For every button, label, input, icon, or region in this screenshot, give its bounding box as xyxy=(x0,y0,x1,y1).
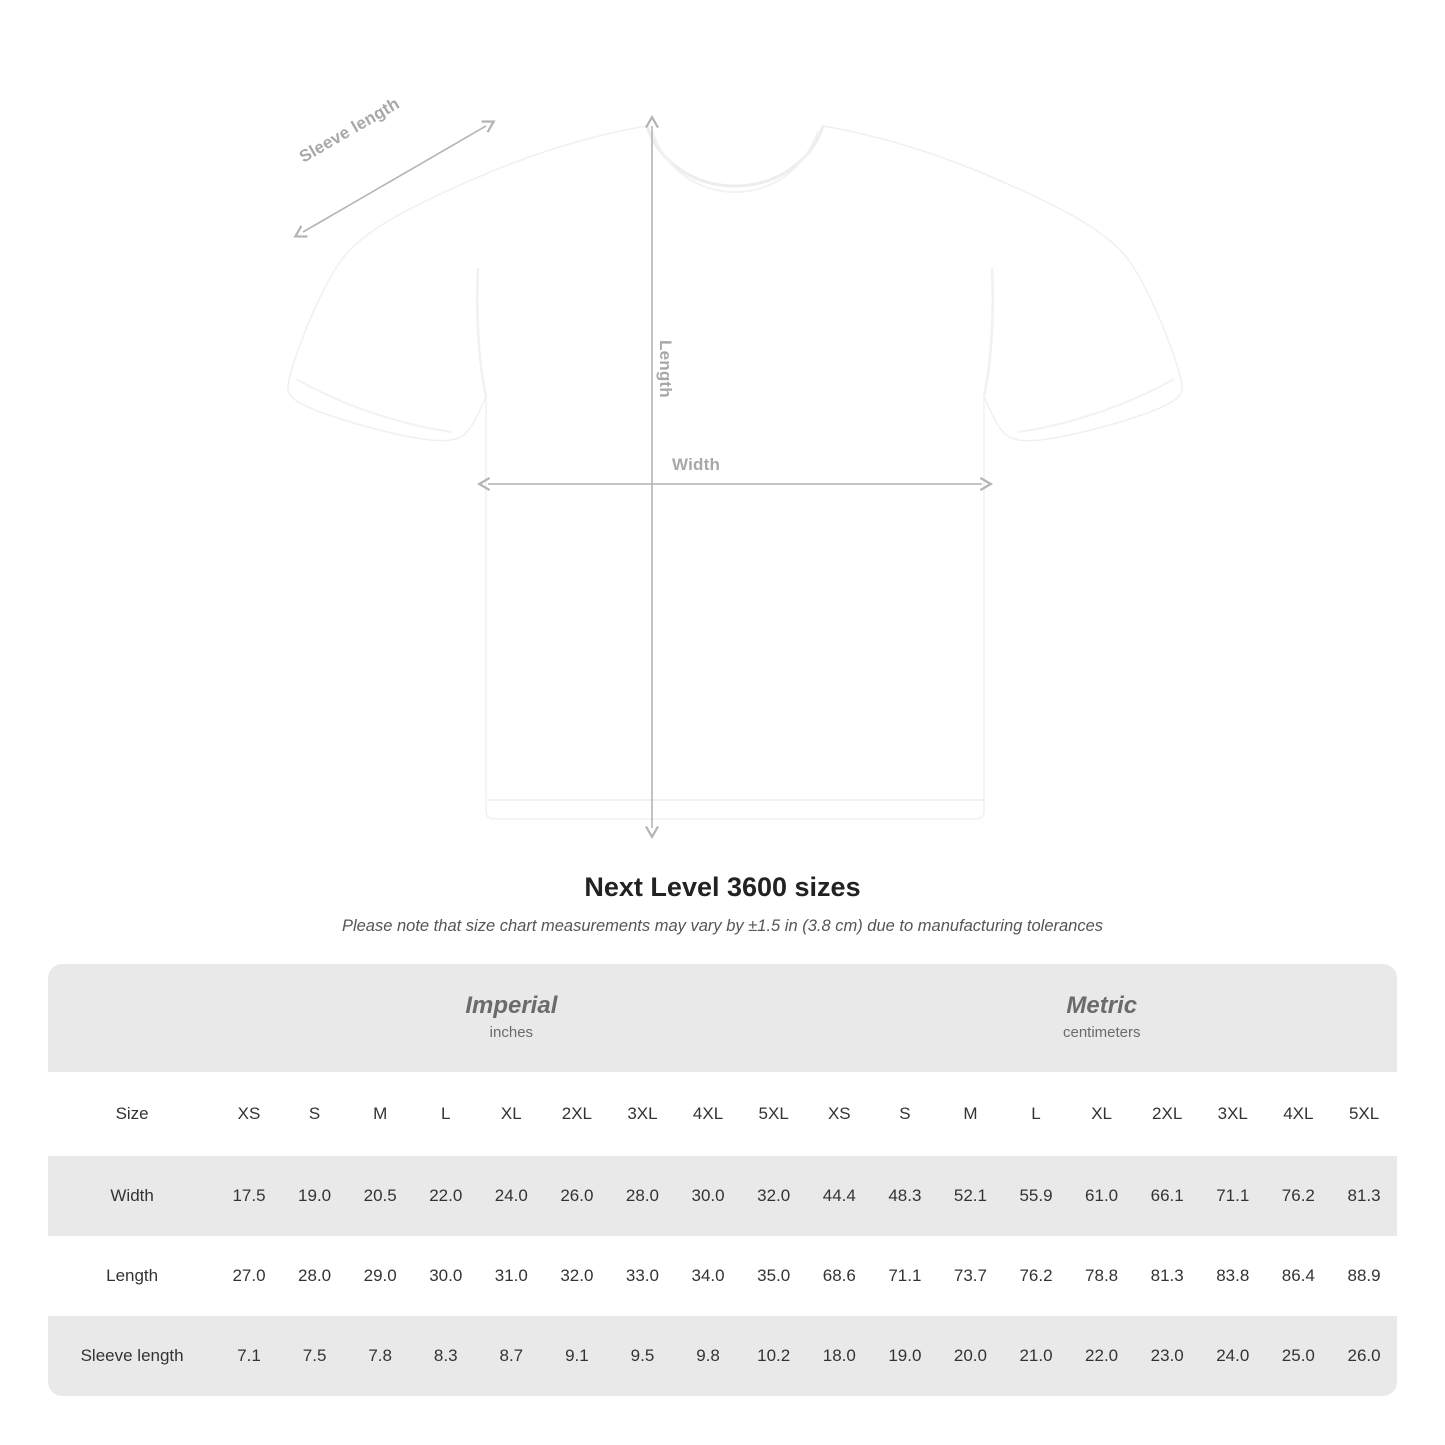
cell-sleeve-imperial-4xl: 9.8 xyxy=(675,1316,741,1396)
cell-length-imperial-xs: 27.0 xyxy=(216,1236,282,1316)
cell-sleeve-metric-xs: 18.0 xyxy=(807,1316,873,1396)
size-header-metric-xs: XS xyxy=(807,1072,873,1156)
width-label: Width xyxy=(672,455,721,474)
cell-length-imperial-xl: 31.0 xyxy=(479,1236,545,1316)
unit-group-row xyxy=(48,964,1397,1072)
size-header-metric-5xl: 5XL xyxy=(1331,1072,1397,1156)
cell-sleeve-imperial-m: 7.8 xyxy=(347,1316,413,1396)
cell-width-metric-s: 48.3 xyxy=(872,1156,938,1236)
cell-sleeve-metric-m: 20.0 xyxy=(938,1316,1004,1396)
cell-sleeve-imperial-5xl: 10.2 xyxy=(741,1316,807,1396)
cell-sleeve-metric-3xl: 24.0 xyxy=(1200,1316,1266,1396)
cell-sleeve-metric-l: 21.0 xyxy=(1003,1316,1069,1396)
size-header-metric-m: M xyxy=(938,1072,1004,1156)
unit-group-metric-sub: centimeters xyxy=(1062,1024,1141,1041)
size-header-metric-l: L xyxy=(1003,1072,1069,1156)
cell-length-imperial-l: 30.0 xyxy=(413,1236,479,1316)
cell-width-metric-xs: 44.4 xyxy=(807,1156,873,1236)
cell-sleeve-metric-s: 19.0 xyxy=(872,1316,938,1396)
row-label-length: Length xyxy=(48,1236,216,1316)
size-header-row xyxy=(48,1072,1397,1156)
cell-width-imperial-s: 19.0 xyxy=(282,1156,348,1236)
cell-length-imperial-3xl: 33.0 xyxy=(610,1236,676,1316)
cell-sleeve-metric-5xl: 26.0 xyxy=(1331,1316,1397,1396)
table-row xyxy=(48,1236,1397,1316)
page-title: Next Level 3600 sizes xyxy=(584,872,861,902)
cell-sleeve-metric-xl: 22.0 xyxy=(1069,1316,1135,1396)
unit-group-imperial-name: Imperial xyxy=(465,992,558,1019)
unit-group-metric xyxy=(807,964,1398,1072)
cell-length-imperial-m: 29.0 xyxy=(347,1236,413,1316)
tolerance-note: Please note that size chart measurements may vary by ±1.5 in (3.8 cm) due to manufacturing tolerances xyxy=(341,917,1104,935)
size-header-imperial-4xl: 4XL xyxy=(675,1072,741,1156)
size-header-metric-s: S xyxy=(872,1072,938,1156)
title-block xyxy=(0,872,1445,936)
cell-length-metric-xl: 78.8 xyxy=(1069,1236,1135,1316)
size-table-wrapper xyxy=(48,964,1397,1396)
row-label-sleeve-length: Sleeve length xyxy=(48,1316,216,1396)
unit-spacer-cell xyxy=(48,964,216,1072)
cell-sleeve-imperial-2xl: 9.1 xyxy=(544,1316,610,1396)
cell-length-metric-s: 71.1 xyxy=(872,1236,938,1316)
cell-width-imperial-5xl: 32.0 xyxy=(741,1156,807,1236)
cell-length-metric-m: 73.7 xyxy=(938,1236,1004,1316)
cell-length-metric-2xl: 81.3 xyxy=(1134,1236,1200,1316)
size-header-imperial-s: S xyxy=(282,1072,348,1156)
length-label: Length xyxy=(656,340,675,398)
cell-width-metric-3xl: 71.1 xyxy=(1200,1156,1266,1236)
cell-length-imperial-5xl: 35.0 xyxy=(741,1236,807,1316)
cell-width-imperial-m: 20.5 xyxy=(347,1156,413,1236)
size-header-imperial-3xl: 3XL xyxy=(610,1072,676,1156)
size-header-imperial-l: L xyxy=(413,1072,479,1156)
size-header-imperial-5xl: 5XL xyxy=(741,1072,807,1156)
cell-width-metric-m: 52.1 xyxy=(938,1156,1004,1236)
cell-length-metric-5xl: 88.9 xyxy=(1331,1236,1397,1316)
size-table xyxy=(48,964,1397,1396)
cell-length-metric-l: 76.2 xyxy=(1003,1236,1069,1316)
cell-sleeve-metric-2xl: 23.0 xyxy=(1134,1316,1200,1396)
table-row xyxy=(48,1156,1397,1236)
unit-group-metric-name: Metric xyxy=(1066,992,1138,1019)
cell-width-imperial-2xl: 26.0 xyxy=(544,1156,610,1236)
size-header-metric-4xl: 4XL xyxy=(1266,1072,1332,1156)
cell-width-imperial-xs: 17.5 xyxy=(216,1156,282,1236)
size-header-imperial-xs: XS xyxy=(216,1072,282,1156)
cell-width-metric-l: 55.9 xyxy=(1003,1156,1069,1236)
cell-width-metric-xl: 61.0 xyxy=(1069,1156,1135,1236)
sleeve-length-label: Sleeve length xyxy=(296,93,403,167)
cell-sleeve-imperial-xs: 7.1 xyxy=(216,1316,282,1396)
size-header-metric-3xl: 3XL xyxy=(1200,1072,1266,1156)
unit-group-imperial xyxy=(216,964,806,1072)
cell-width-metric-2xl: 66.1 xyxy=(1134,1156,1200,1236)
table-row xyxy=(48,1316,1397,1396)
cell-length-metric-4xl: 86.4 xyxy=(1266,1236,1332,1316)
cell-sleeve-imperial-l: 8.3 xyxy=(413,1316,479,1396)
cell-length-metric-3xl: 83.8 xyxy=(1200,1236,1266,1316)
cell-length-imperial-s: 28.0 xyxy=(282,1236,348,1316)
cell-width-imperial-4xl: 30.0 xyxy=(675,1156,741,1236)
size-header-imperial-m: M xyxy=(347,1072,413,1156)
size-header-metric-xl: XL xyxy=(1069,1072,1135,1156)
cell-width-imperial-l: 22.0 xyxy=(413,1156,479,1236)
row-label-width: Width xyxy=(48,1156,216,1236)
cell-width-metric-5xl: 81.3 xyxy=(1331,1156,1397,1236)
cell-sleeve-imperial-xl: 8.7 xyxy=(479,1316,545,1396)
cell-width-metric-4xl: 76.2 xyxy=(1266,1156,1332,1236)
cell-sleeve-imperial-3xl: 9.5 xyxy=(610,1316,676,1396)
cell-sleeve-imperial-s: 7.5 xyxy=(282,1316,348,1396)
size-header-imperial-xl: XL xyxy=(479,1072,545,1156)
cell-sleeve-metric-4xl: 25.0 xyxy=(1266,1316,1332,1396)
cell-length-metric-xs: 68.6 xyxy=(807,1236,873,1316)
size-header-imperial-2xl: 2XL xyxy=(544,1072,610,1156)
cell-width-imperial-xl: 24.0 xyxy=(479,1156,545,1236)
size-header-metric-2xl: 2XL xyxy=(1134,1072,1200,1156)
cell-length-imperial-2xl: 32.0 xyxy=(544,1236,610,1316)
unit-group-imperial-sub: inches xyxy=(489,1024,534,1041)
cell-width-imperial-3xl: 28.0 xyxy=(610,1156,676,1236)
size-header-label: Size xyxy=(48,1072,216,1156)
cell-length-imperial-4xl: 34.0 xyxy=(675,1236,741,1316)
